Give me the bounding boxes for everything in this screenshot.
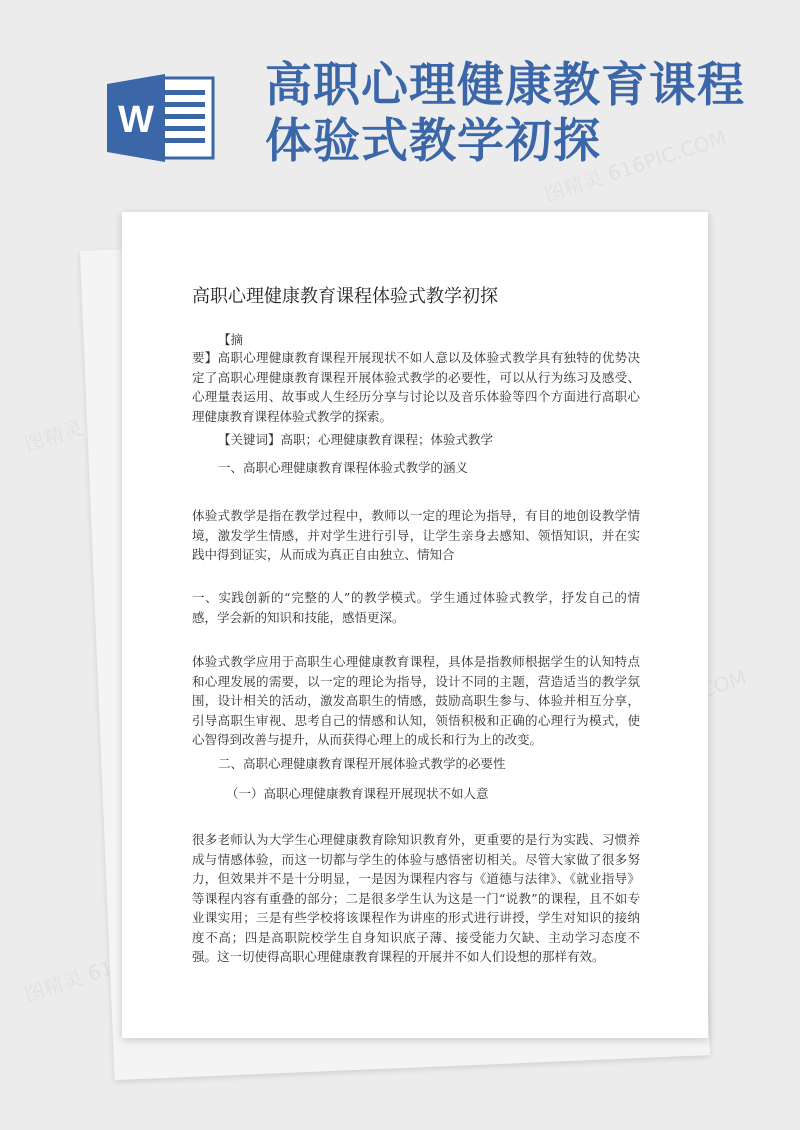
document-page <box>122 212 708 1038</box>
paragraph-2: 一、实践创新的“完整的人”的教学模式。学生通过体验式教学，抒发自己的情感，学会新的知识和技能，感悟更深。 <box>192 590 640 625</box>
paragraph-3: 体验式教学应用于高职生心理健康教育课程，具体是指教师根据学生的认知特点和心理发展的需要，以一定的理论为指导，设计不同的主题，营造适当的教学氛围，设计相关的活动，激发高职生的情感，鼓励高职生参与、体验并相互分享，引导高职生审视、思考自己的情感和认知，领悟积极和正确的心理行为模式，使心智得到改善与提升，从而获得心理上的成长和行为上的改变。 <box>192 654 640 747</box>
keywords: 【关键词】高职；心理健康教育课程；体验式教学 <box>218 432 494 447</box>
abstract-text: 要】高职心理健康教育课程开展现状不如人意以及体验式教学具有独特的优势决定了高职心理健康教育课程开展体验式教学的必要性，可以从行为练习及感受、心理量表运用、故事或人生经历分享与讨论以及音乐体验等四个方面进行高职心理健康教育课程体验式教学的探索。 <box>192 350 640 424</box>
watermark: 图精灵 616PIC.COM <box>541 125 730 207</box>
banner-title: 高职心理健康教育课程体验式教学初探 <box>265 58 745 169</box>
document-title: 高职心理健康教育课程体验式教学初探 <box>192 286 498 307</box>
section-heading-1: 一、高职心理健康教育课程体验式教学的涵义 <box>218 460 469 475</box>
word-document-icon <box>105 72 217 164</box>
subsection-heading-1: （一）高职心理健康教育课程开展现状不如人意 <box>226 786 489 801</box>
watermark: 图精灵 <box>21 415 86 457</box>
paragraph-4: 很多老师认为大学生心理健康教育除知识教育外，更重要的是行为实践、习惯养成与情感体验，而这一切都与学生的体验与感悟密切相关。尽管大家做了很多努力，但效果并不是十分明显，一是因为课程内容与《道德与法律》、《就业指导》等课程内容有重叠的部分；二是很多学生认为这是一门“说教”的课程，且不如专业课实用；三是有些学校将该课程作为讲座的形式进行讲授，学生对知识的接纳度不高；四是高职院校学生自身知识底子薄、接受能力欠缺、主动学习态度不强。这一切使得高职心理健康教育课程的开展并不如人们设想的那样有效。 <box>192 832 640 964</box>
watermark: 图精灵 <box>21 965 86 1007</box>
abstract-label: 【摘 <box>218 332 244 347</box>
paragraph-1: 体验式教学是指在教学过程中，教师以一定的理论为指导，有目的地创设教学情境，激发学生情感，并对学生进行引导，让学生亲身去感知、领悟知识，并在实践中得到证实，从而成为真正自由独立、情知合 <box>192 508 640 562</box>
word-icon-letter: W <box>118 99 154 141</box>
banner <box>0 0 800 200</box>
section-heading-2: 二、高职心理健康教育课程开展体验式教学的必要性 <box>218 756 506 771</box>
